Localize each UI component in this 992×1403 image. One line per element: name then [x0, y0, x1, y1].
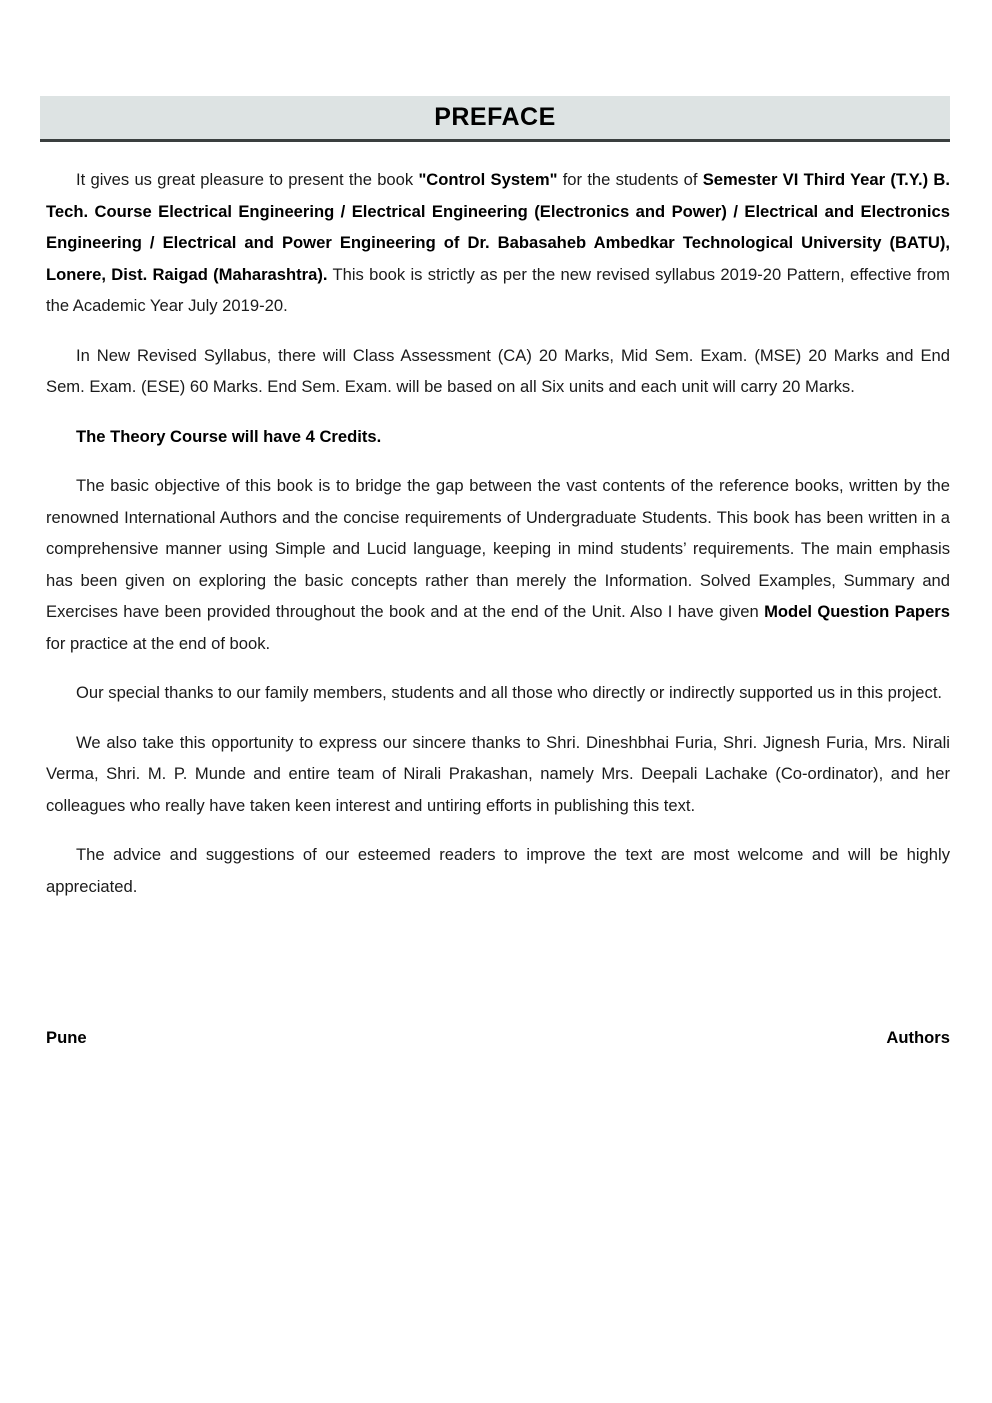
paragraph-objective-segment-3: for practice at the end of book.: [46, 633, 271, 653]
spacer: [46, 322, 950, 340]
signature-place: Pune: [46, 1028, 87, 1047]
spacer: [46, 452, 950, 470]
signature-authors: Authors: [886, 1028, 950, 1047]
paragraph-reader-advice: The advice and suggestions of our esteemed readers to improve the text are most welcome and will be highly appreciated.: [46, 845, 950, 896]
spacer: [46, 142, 950, 164]
paragraph-publisher-thanks: We also take this opportunity to express our sincere thanks to Shri. Dineshbhai Furia, Shri. Jignesh Furia, Mrs. Nirali Verma, Shri. M. P. Munde and entire team of Nirali Prakashan, namely Mrs. Deepali Lachake (Co-ordinator), and her colleagues who really have taken keen interest and untiring efforts in publishing this text.: [46, 732, 950, 815]
spacer: [46, 709, 950, 727]
signature-row: [46, 1028, 950, 1048]
paragraph-intro-segment-3: for the students of: [557, 170, 703, 189]
paragraph-objective: [46, 470, 950, 659]
preface-heading-banner: [40, 96, 950, 142]
paragraph-family-thanks: Our special thanks to our family members, students and all those who directly or indirectly supported us in this project.: [76, 683, 943, 702]
spacer: [46, 821, 950, 839]
paragraph-theory-credits: The Theory Course will have 4 Credits.: [76, 426, 382, 446]
book-title-bold: "Control System": [418, 170, 558, 189]
spacer: [46, 403, 950, 421]
paragraph-intro-segment-1: It gives us great pleasure to present the book: [76, 170, 419, 189]
page-title: PREFACE: [434, 103, 556, 131]
model-question-papers-bold: Model Question Papers: [764, 602, 950, 621]
document-content: [46, 96, 950, 1048]
paragraph-syllabus-marks: In New Revised Syllabus, there will Class Assessment (CA) 20 Marks, Mid Sem. Exam. (MSE) 20 Marks and End Sem. Exam. (ESE) 60 Marks. End Sem. Exam. will be based on all Six units and each unit will carry 20 Marks.: [46, 345, 950, 396]
paragraph-intro: [46, 164, 950, 322]
spacer: [46, 659, 950, 677]
paragraph-objective-segment-1: The basic objective of this book is to bridge the gap between the vast contents of the reference books, written by the renowned International Authors and the concise requirements of Undergraduate Students. This book has been written in a comprehensive manner using Simple and Lucid language, keeping in mind students’ requirements. The main emphasis has been given on exploring the basic concepts rather than merely the Information. Solved Examples, Summary and Exercises have been provided throughout the book and at the end of the Unit. Also I have given: [46, 476, 950, 621]
course-details-bold: Semester VI Third Year (T.Y.) B. Tech. Course Electrical Engineering / Electrical Engineering (Electronics and Power) / Electrical and Electronics Engineering / Electrical and Power Engineering of Dr. Babasaheb Ambedkar Technological University (BATU), Lonere, Dist. Raigad (Maharashtra).: [46, 170, 950, 284]
paragraph-intro-segment-5: This book is strictly as per the new revised syllabus 2019-20 Pattern, effective from the Academic Year July 2019-20.: [46, 264, 950, 315]
